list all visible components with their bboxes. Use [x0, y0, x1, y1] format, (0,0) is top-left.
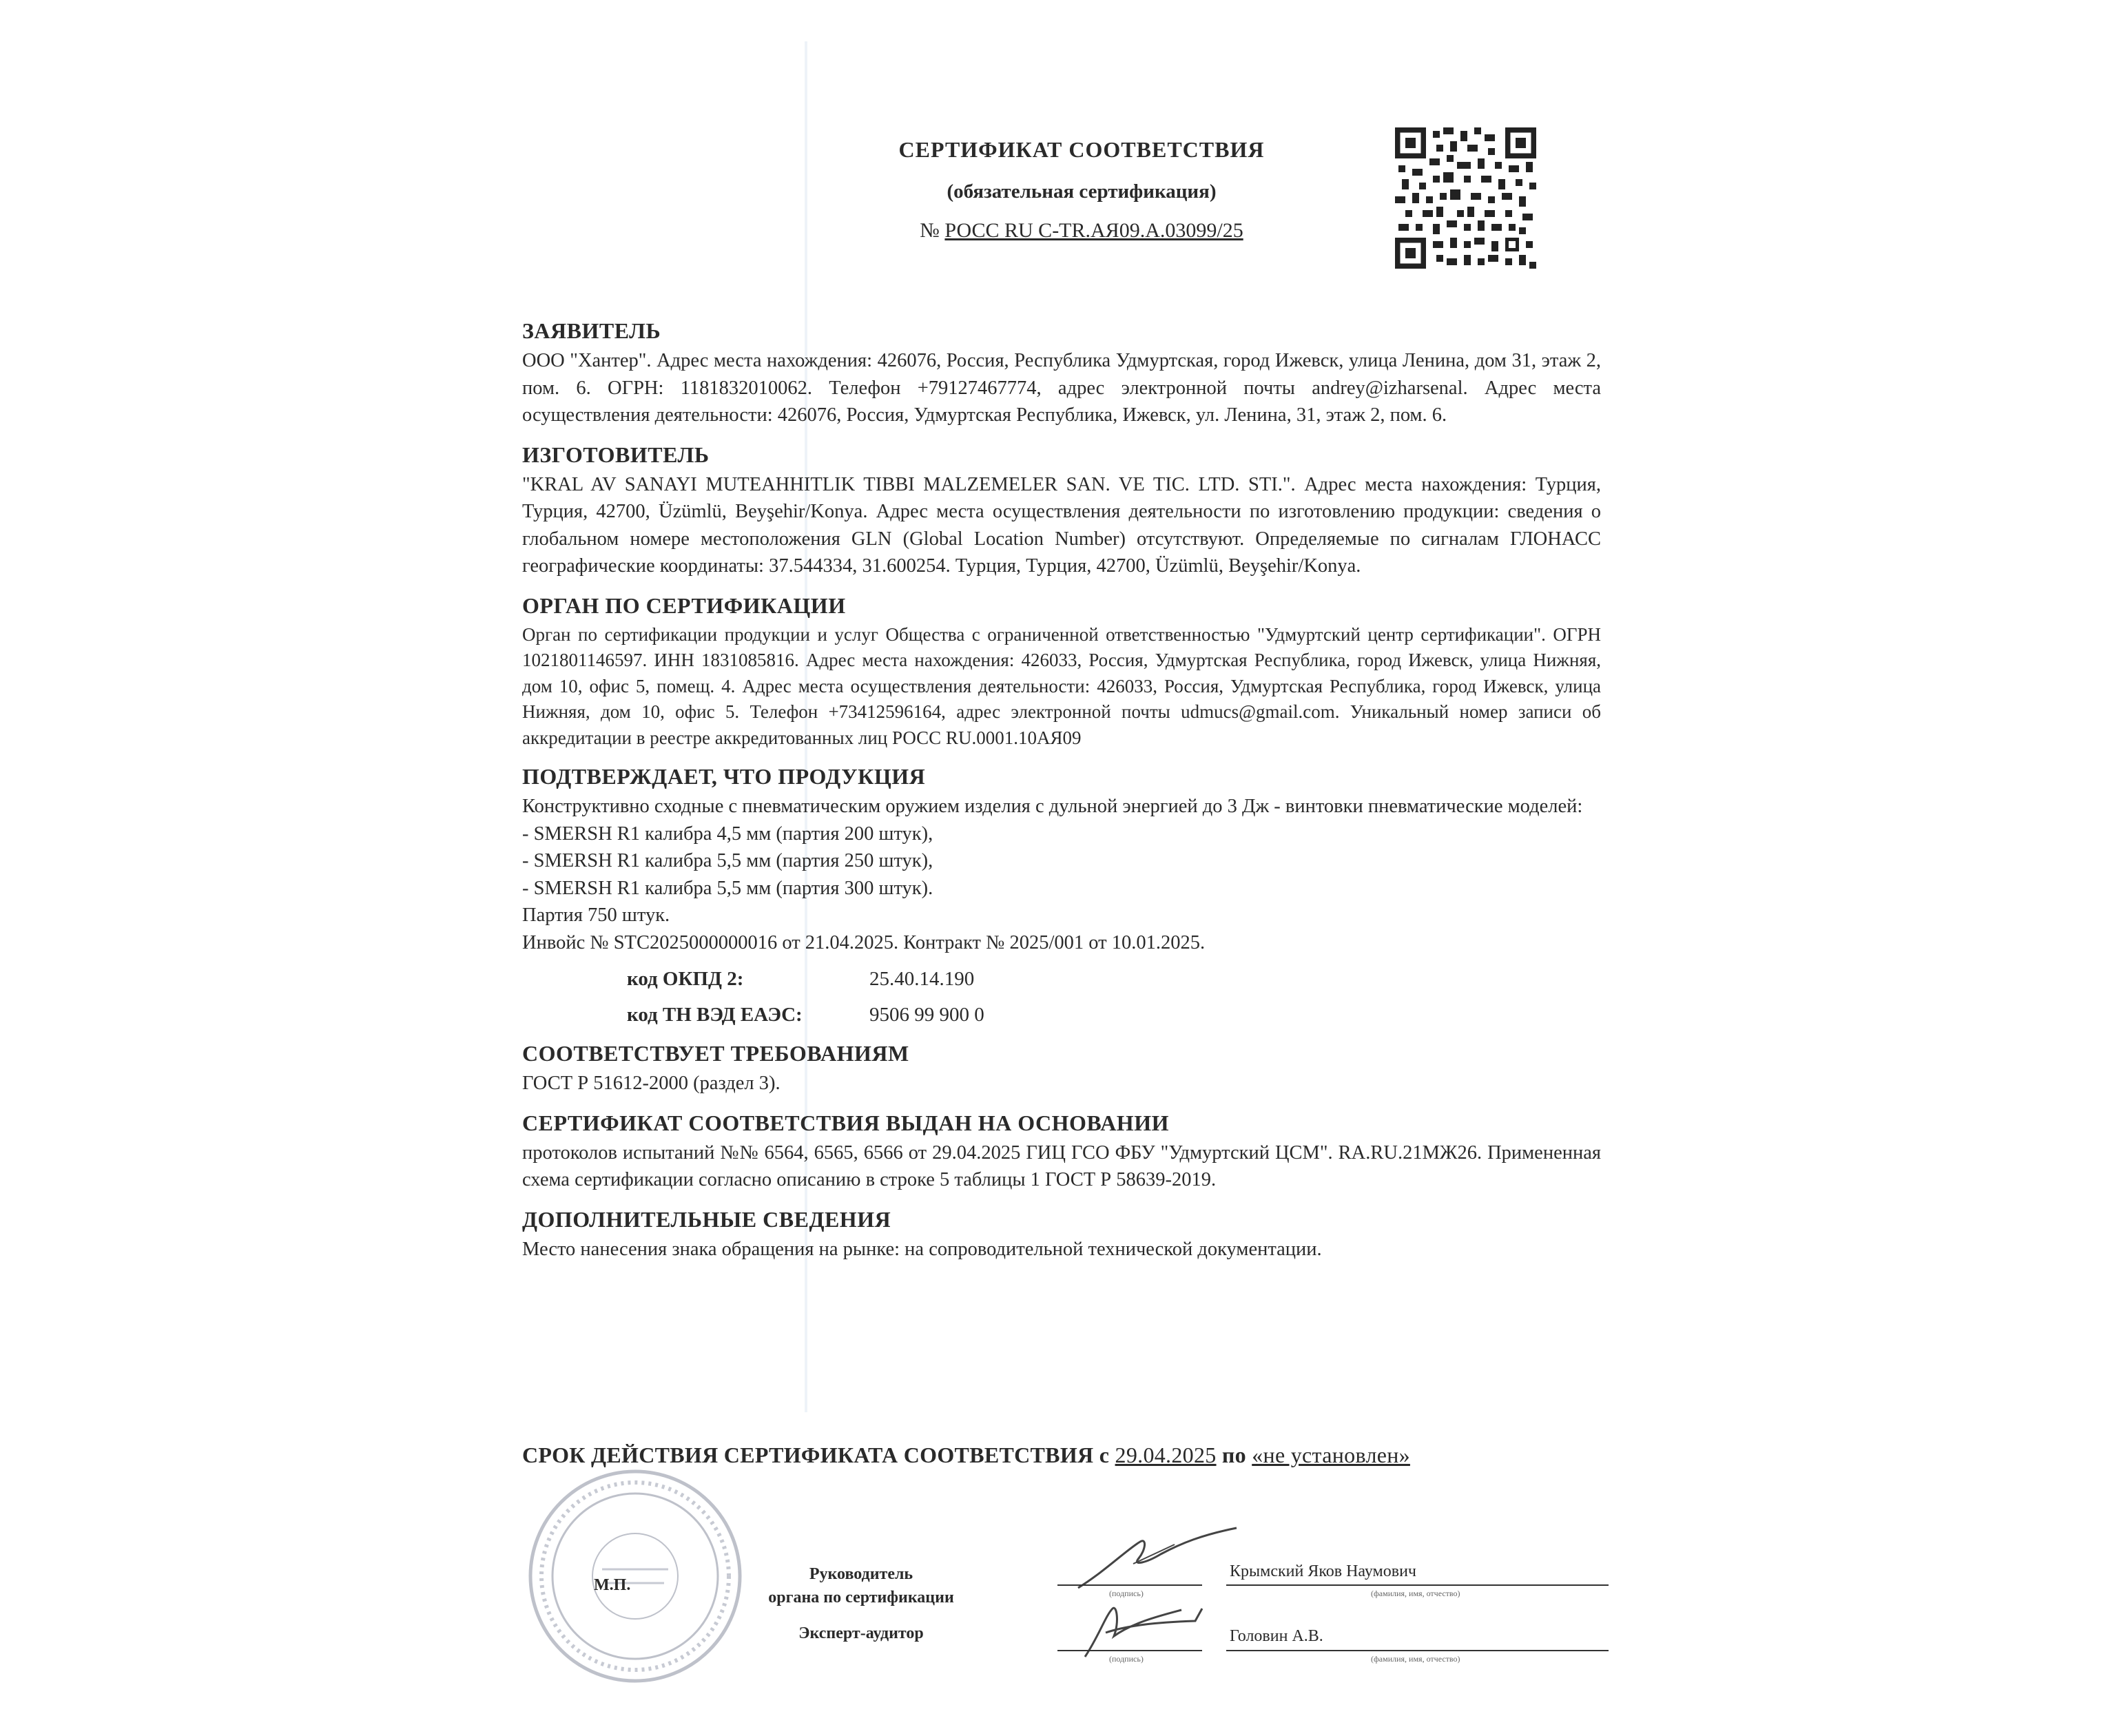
- validity-to: «не установлен»: [1252, 1443, 1410, 1467]
- certificate-header: [758, 134, 1405, 246]
- validity-from: 29.04.2025: [1115, 1443, 1217, 1467]
- requirements-section: [522, 1038, 1601, 1097]
- product-invoice: Инвойс № STC2025000000016 от 21.04.2025. Контракт № 2025/001 от 10.01.2025.: [522, 931, 1206, 953]
- validity-label: СРОК ДЕЙСТВИЯ СЕРТИФИКАТА СООТВЕТСТВИЯ с: [522, 1443, 1110, 1467]
- okpd-row: [522, 966, 1601, 992]
- tnved-label: код ТН ВЭД ЕАЭС:: [627, 1004, 803, 1026]
- head-signature-line: [1057, 1584, 1202, 1586]
- manufacturer-text: "KRAL AV SANAYI MUTEAHHITLIK TIBBI MALZEMELER SAN. VE TIC. LTD. STI.". Адрес места нахождения: Турция, Турция, 42700, Üzümlü, Beyşehir/Konya. Адрес места осуществления деятельности по изготовлению продукции: сведения о глобальном номере местоположения GLN (Global Location Number) отсутствуют. Определяемые по сигналам ГЛОНАСС географические координаты: 37.544334, 31.600254. Турция, Турция, 42700, Üzümlü, Beyşehir/Konya.: [522, 473, 1601, 577]
- requirements-text: ГОСТ Р 51612-2000 (раздел 3).: [522, 1073, 781, 1094]
- basis-text: протоколов испытаний №№ 6564, 6565, 6566 от 29.04.2025 ГИЦ ГСО ФБУ "Удмуртский ЦСМ". RA.RU.21МЖ26. Примененная схема сертификации согласно описанию в строке 5 таблицы 1 ГОСТ Р 58639-2019.: [522, 1141, 1601, 1190]
- signature-caption: (подпись): [1109, 1654, 1144, 1664]
- applicant-section: [522, 316, 1601, 429]
- certificate-title: СЕРТИФИКАТ СООТВЕТСТВИЯ: [898, 137, 1265, 162]
- expert-name-line: [1226, 1650, 1609, 1651]
- expert-signature-icon: [1064, 1595, 1230, 1664]
- additional-heading: ДОПОЛНИТЕЛЬНЫЕ СВЕДЕНИЯ: [522, 1206, 891, 1232]
- certification-body-text: Орган по сертификации продукции и услуг Общества с ограниченной ответственностью "Удмуртский центр сертификации". ОГРН 1021801146597. ИНН 1831085816. Адрес места нахождения: 426033, Россия, Удмуртская Республика, город Ижевск, улица Нижняя, дом 10, офис 5, помещ. 4. Адрес места осуществления деятельности: 426033, Россия, Удмуртская Республика, город Ижевск, улица Нижняя, дом 10, офис 5. Телефон +73412596164, адрес электронной почты udmucs@gmail.com. Уникальный номер записи об аккредитации в реестре аккредитованных лиц РОСС RU.0001.10АЯ09: [522, 623, 1601, 748]
- head-name: Крымский Яков Наумович: [1230, 1562, 1416, 1580]
- product-item: - SMERSH R1 калибра 5,5 мм (партия 250 штук),: [522, 850, 933, 871]
- number-prefix: №: [920, 219, 940, 242]
- round-seal-icon: [525, 1466, 745, 1686]
- expert-name: Головин А.В.: [1230, 1627, 1323, 1645]
- product-batch: Партия 750 штук.: [522, 905, 670, 926]
- number-value: РОСС RU C-TR.АЯ09.А.03099/25: [944, 219, 1243, 242]
- okpd-value: 25.40.14.190: [869, 968, 975, 990]
- certificate-subtitle: (обязательная сертификация): [947, 180, 1217, 203]
- head-signatory-label: [747, 1562, 975, 1609]
- product-item: - SMERSH R1 калибра 4,5 мм (партия 200 штук),: [522, 823, 933, 845]
- product-intro: Конструктивно сходные с пневматическим оружием изделия с дульной энергией до 3 Дж - винтовки пневматические моделей:: [522, 796, 1583, 817]
- head-label-line2: органа по сертификации: [768, 1589, 954, 1606]
- expert-signatory-label: Эксперт-аудитор: [798, 1624, 924, 1642]
- name-caption: (фамилия, имя, отчество): [1371, 1654, 1460, 1664]
- head-signature-icon: [1064, 1522, 1257, 1598]
- certificate-body: [522, 316, 1601, 1263]
- signature-caption: (подпись): [1109, 1589, 1144, 1598]
- qr-code-icon: [1395, 127, 1536, 269]
- certification-body-section: [522, 590, 1601, 752]
- additional-section: [522, 1204, 1601, 1263]
- expert-signature-line: [1057, 1650, 1202, 1651]
- product-heading: ПОДТВЕРЖДАЕТ, ЧТО ПРОДУКЦИЯ: [522, 764, 926, 789]
- product-item: - SMERSH R1 калибра 5,5 мм (партия 300 штук).: [522, 877, 933, 899]
- manufacturer-heading: ИЗГОТОВИТЕЛЬ: [522, 442, 710, 467]
- basis-section: [522, 1108, 1601, 1194]
- stamp-place-label: М.П.: [594, 1576, 631, 1594]
- basis-heading: СЕРТИФИКАТ СООТВЕТСТВИЯ ВЫДАН НА ОСНОВАНИИ: [522, 1110, 1169, 1135]
- tnved-row: [522, 1002, 1601, 1028]
- additional-text: Место нанесения знака обращения на рынке: на сопроводительной технической документации.: [522, 1238, 1322, 1260]
- certificate-number: [758, 216, 1405, 246]
- okpd-label: код ОКПД 2:: [627, 968, 744, 990]
- validity-to-word: по: [1221, 1443, 1246, 1467]
- name-caption: (фамилия, имя, отчество): [1371, 1589, 1460, 1598]
- certification-body-heading: ОРГАН ПО СЕРТИФИКАЦИИ: [522, 592, 846, 618]
- head-name-line: [1226, 1584, 1609, 1586]
- head-label-line1: Руководитель: [809, 1565, 913, 1583]
- manufacturer-section: [522, 440, 1601, 580]
- applicant-text: ООО "Хантер". Адрес места нахождения: 426076, Россия, Республика Удмуртская, город Ижевск, улица Ленина, дом 31, этаж 2, пом. 6. ОГРН: 1181832010062. Телефон +79127467774, адрес электронной почты andrey@izharsenal. Адрес места осуществления деятельности: 426076, Россия, Удмуртская Республика, Ижевск, ул. Ленина, 31, этаж 2, пом. 6.: [522, 350, 1601, 426]
- requirements-heading: СООТВЕТСТВУЕТ ТРЕБОВАНИЯМ: [522, 1041, 909, 1066]
- product-section: [522, 761, 1601, 1028]
- tnved-value: 9506 99 900 0: [869, 1004, 984, 1026]
- applicant-heading: ЗАЯВИТЕЛЬ: [522, 318, 661, 343]
